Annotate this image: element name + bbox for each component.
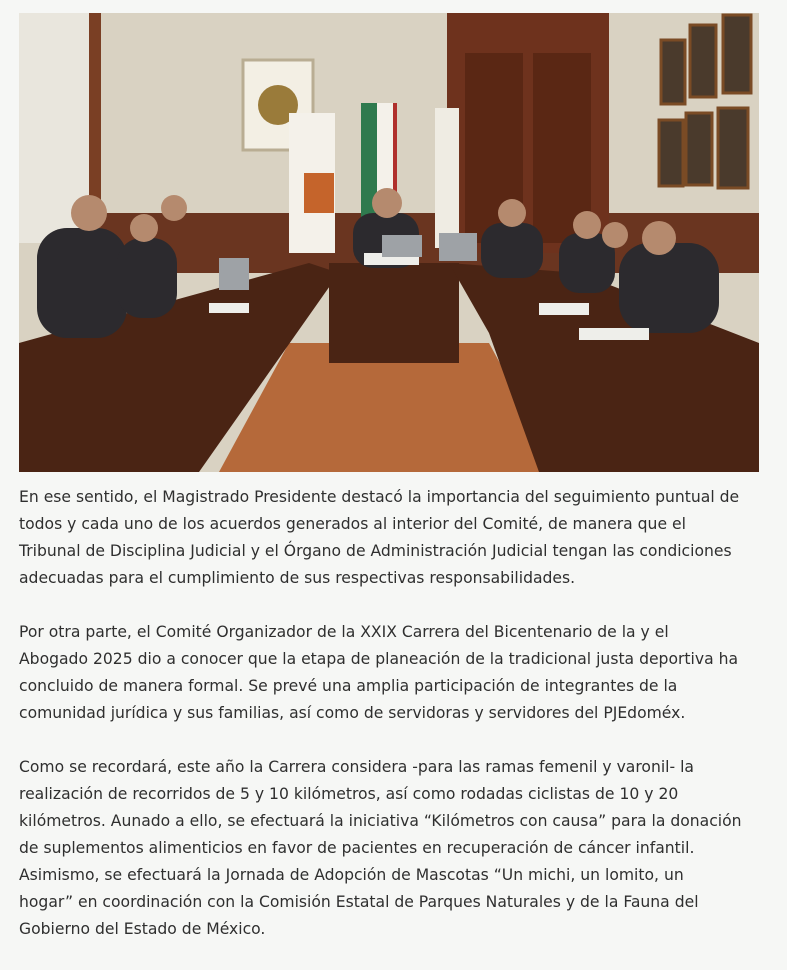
text-line: Abogado 2025 dio a conocer que la etapa de planeación de la tradicional justa deportiva ha [19,650,739,668]
text-line: Gobierno del Estado de México. [19,920,266,938]
text-line: Como se recordará, este año la Carrera considera -para las ramas femenil y varonil- la [19,758,694,776]
text-line: concluido de manera formal. Se prevé una amplia participación de integrantes de la [19,677,678,695]
meeting-photo-illustration [19,13,759,472]
text-line: kilómetros. Aunado a ello, se efectuará la iniciativa “Kilómetros con causa” para la donación [19,812,742,830]
text-line: de suplementos alimenticios en favor de pacientes en recuperación de cáncer infantil. [19,839,695,857]
article-body [19,484,769,970]
text-line: Asimismo, se efectuará la Jornada de Adopción de Mascotas “Un michi, un lomito, un [19,866,684,884]
meeting-photo [19,13,759,472]
text-line: todos y cada uno de los acuerdos generados al interior del Comité, de manera que el [19,515,686,533]
text-line: adecuadas para el cumplimiento de sus respectivas responsabilidades. [19,569,576,587]
text-line: realización de recorridos de 5 y 10 kilómetros, así como rodadas ciclistas de 10 y 20 [19,785,679,803]
text-line: En ese sentido, el Magistrado Presidente destacó la importancia del seguimiento puntual de [19,488,740,506]
paragraph-2 [19,619,769,727]
text-line: Tribunal de Disciplina Judicial y el Órgano de Administración Judicial tengan las condiciones [19,542,732,560]
text-line: hogar” en coordinación con la Comisión Estatal de Parques Naturales y de la Fauna del [19,893,699,911]
paragraph-3 [19,754,769,943]
paragraph-1 [19,484,769,592]
text-line: comunidad jurídica y sus familias, así como de servidoras y servidores del PJEdoméx. [19,704,686,722]
text-line: Por otra parte, el Comité Organizador de la XXIX Carrera del Bicentenario de la y el [19,623,669,641]
